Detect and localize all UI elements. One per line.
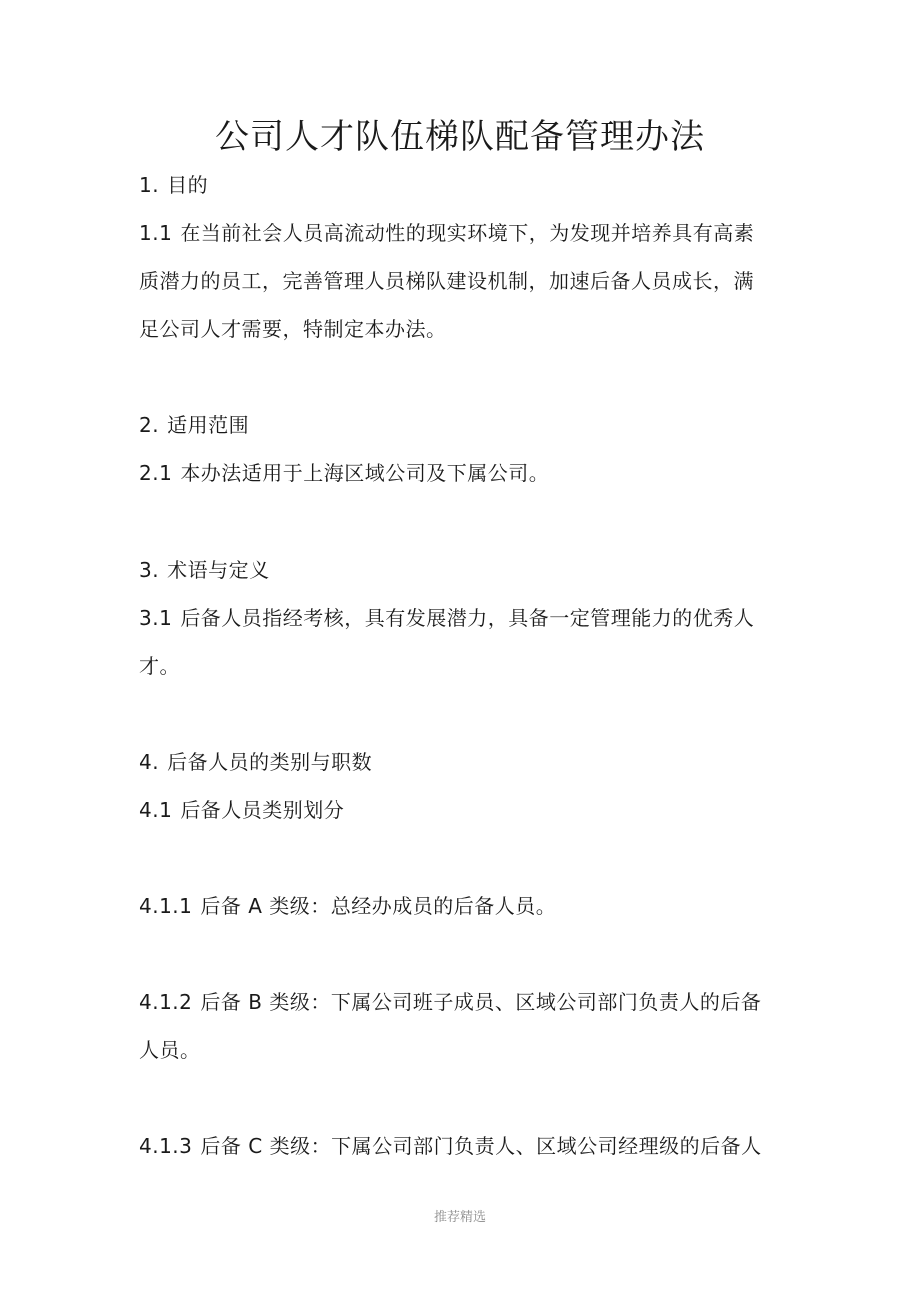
section-text: 后备人员类别划分 <box>180 798 345 822</box>
page-footer: 推荐精选 <box>433 1210 486 1225</box>
paragraph-line <box>139 459 549 487</box>
section-heading-purpose <box>139 171 208 199</box>
subsection-heading <box>139 796 344 824</box>
section-text: 术语与定义 <box>167 558 270 582</box>
paragraph-line <box>139 988 761 1016</box>
paragraph-line <box>139 315 447 343</box>
paragraph-line <box>139 604 754 632</box>
section-text: 适用范围 <box>167 413 250 437</box>
section-heading-definitions <box>139 556 270 584</box>
section-number: 4. <box>139 750 160 774</box>
section-number: 4.1 <box>139 798 173 822</box>
paragraph-text: 后备 B 类级：下属公司班子成员、区域公司部门负责人的后备 <box>200 990 762 1014</box>
paragraph-text: 才。 <box>139 654 180 678</box>
section-text: 后备人员的类别与职数 <box>167 750 373 774</box>
section-number: 3. <box>139 558 160 582</box>
section-heading-scope <box>139 411 249 439</box>
section-number: 4.1.1 <box>139 894 193 918</box>
paragraph-text: 在当前社会人员高流动性的现实环境下，为发现并培养具有高素 <box>180 221 755 245</box>
paragraph-text: 足公司人才需要，特制定本办法。 <box>139 317 447 341</box>
paragraph-line <box>139 652 180 680</box>
paragraph-line <box>139 267 754 295</box>
paragraph-text: 后备 C 类级：下属公司部门负责人、区域公司经理级的后备人 <box>200 1134 762 1158</box>
section-number: 1. <box>139 173 160 197</box>
paragraph-line <box>139 1036 201 1064</box>
section-text: 目的 <box>167 173 209 197</box>
paragraph-text: 后备 A 类级：总经办成员的后备人员。 <box>200 894 557 918</box>
section-number: 4.1.2 <box>139 990 193 1014</box>
section-heading-categories <box>139 748 372 776</box>
section-number: 4.1.3 <box>139 1134 193 1158</box>
paragraph-line <box>139 1132 762 1160</box>
section-number: 2.1 <box>139 461 173 485</box>
paragraph-text: 本办法适用于上海区域公司及下属公司。 <box>180 461 550 485</box>
section-number: 3.1 <box>139 606 173 630</box>
paragraph-line <box>139 219 754 247</box>
section-number: 1.1 <box>139 221 173 245</box>
paragraph-line <box>139 892 556 920</box>
paragraph-text: 后备人员指经考核，具有发展潜力，具备一定管理能力的优秀人 <box>180 606 755 630</box>
paragraph-text: 质潜力的员工，完善管理人员梯队建设机制，加速后备人员成长，满 <box>139 269 754 293</box>
paragraph-text: 人员。 <box>139 1038 201 1062</box>
document-title: 公司人才队伍梯队配备管理办法 <box>215 117 705 157</box>
section-number: 2. <box>139 413 160 437</box>
